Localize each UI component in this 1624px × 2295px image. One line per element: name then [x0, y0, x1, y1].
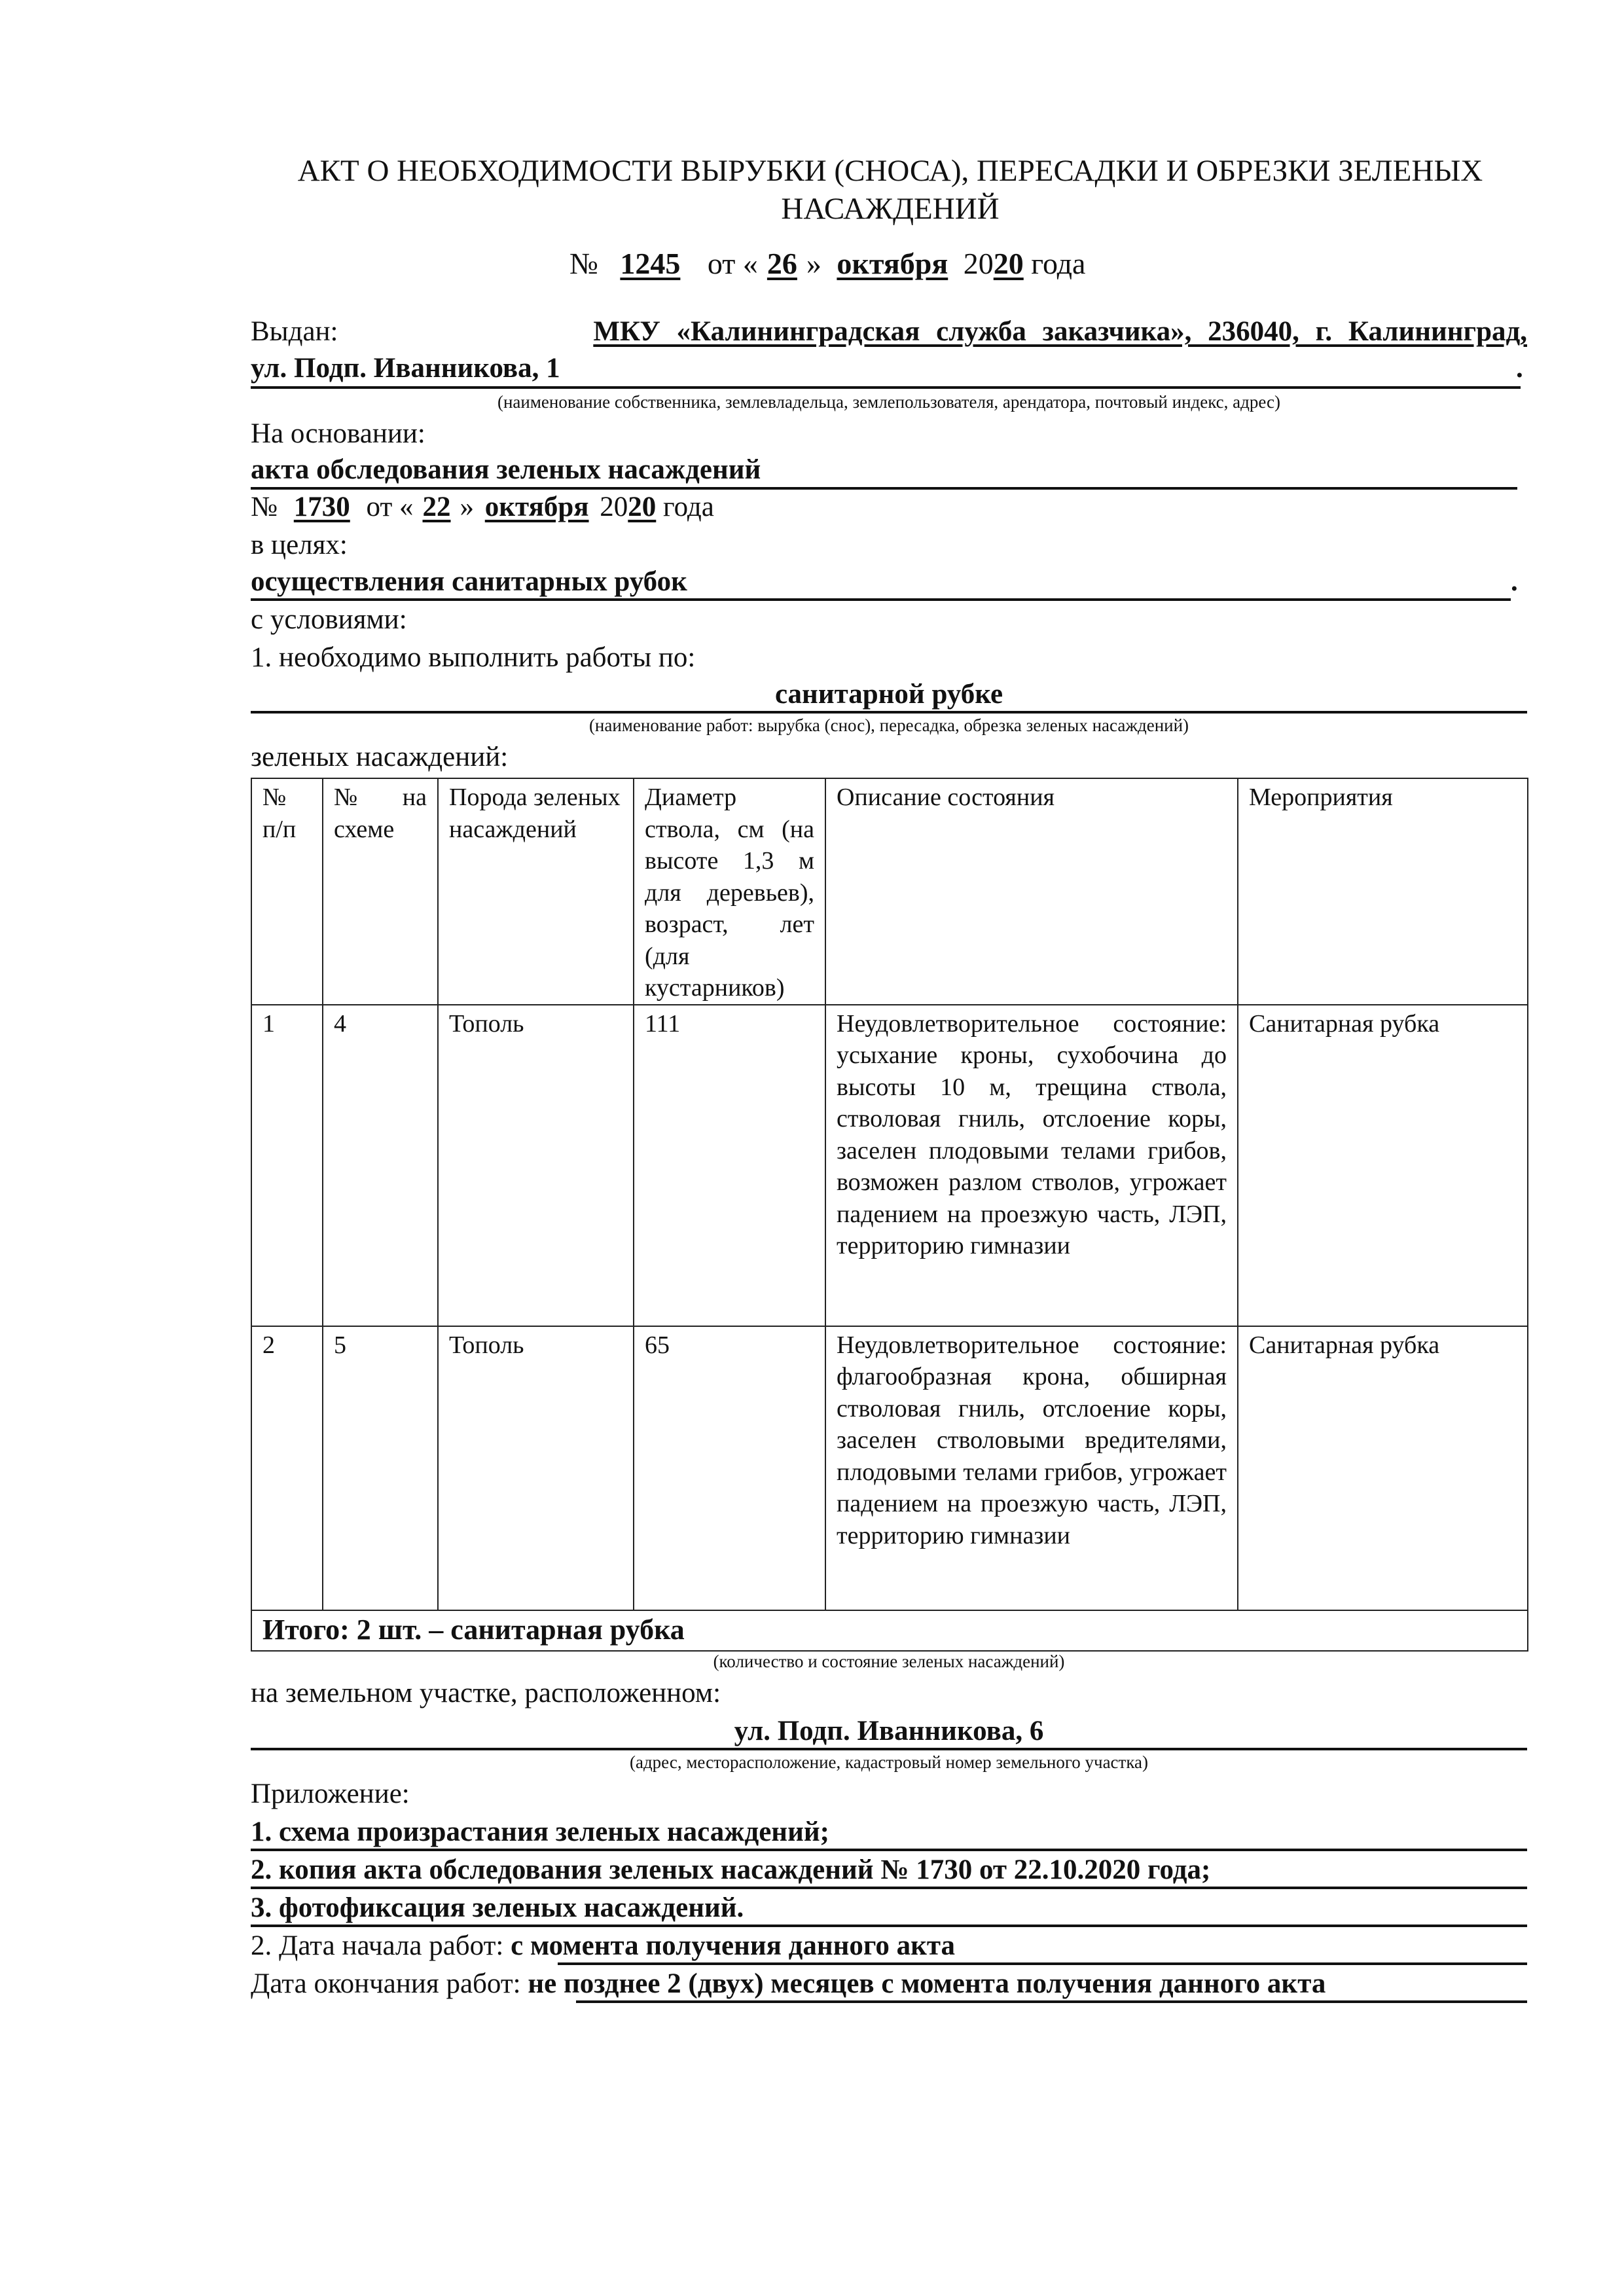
- basis-month: октября: [484, 492, 589, 522]
- cell-action: Санитарная рубка: [1238, 1326, 1528, 1610]
- header-action: Мероприятия: [1238, 778, 1528, 1005]
- year-label: года: [1031, 247, 1086, 280]
- table-total: Итого: 2 шт. – санитарная рубка: [251, 1610, 1528, 1651]
- end-date-underline: [576, 2000, 1527, 2003]
- act-month: октября: [837, 247, 948, 280]
- start-date-underline: [558, 1962, 1527, 1965]
- day-close-quote: »: [806, 247, 821, 280]
- year-label: года: [663, 492, 714, 522]
- cell-num: 2: [251, 1326, 323, 1610]
- end-date-line: [251, 1968, 1326, 2000]
- year-prefix: 20: [963, 247, 994, 280]
- cell-num: 1: [251, 1005, 323, 1326]
- basis-day: 22: [422, 492, 451, 522]
- from-label: от «: [707, 247, 758, 280]
- cell-diameter: 65: [634, 1326, 825, 1610]
- issued-underline: [251, 386, 1521, 389]
- act-number: 1245: [620, 247, 681, 280]
- purpose-value: осуществления санитарных рубок: [251, 566, 687, 597]
- attachment-underline-1: [251, 1849, 1527, 1851]
- cell-scheme-num: 4: [323, 1005, 438, 1326]
- act-year: 20: [993, 247, 1024, 280]
- total-caption: (количество и состояние зеленых насаждений): [713, 1652, 1065, 1671]
- issued-line-2: ул. Подп. Иванникова, 1: [251, 353, 560, 384]
- purpose-end: .: [1511, 566, 1518, 597]
- number-sign: №: [569, 247, 598, 280]
- issued-line-2-end: .: [1516, 353, 1523, 384]
- act-number-line: [569, 247, 1085, 280]
- basis-underline: [251, 487, 1517, 490]
- header-diameter: Диаметр ствола, см (на высоте 1,3 м для деревьев), возраст, лет (для кустарников): [634, 778, 825, 1005]
- work-caption: (наименование работ: вырубка (снос), пересадка, обрезка зеленых насаждений): [588, 715, 1189, 735]
- basis-number: 1730: [293, 492, 350, 522]
- issued-label: Выдан:: [251, 316, 338, 347]
- purpose-label: в целях:: [251, 530, 348, 560]
- from-label: от «: [366, 492, 414, 522]
- table-row: [251, 1005, 1528, 1326]
- location-underline: [251, 1748, 1527, 1750]
- attachment-item-2: 2. копия акта обследования зеленых насаждений № 1730 от 22.10.2020 года;: [251, 1854, 1211, 1885]
- header-species: Порода зеленых насаждений: [438, 778, 634, 1005]
- year-prefix: 20: [600, 492, 628, 522]
- issued-line-1: [251, 316, 1527, 348]
- attachment-underline-2: [251, 1887, 1527, 1889]
- plants-table: [251, 778, 1528, 1652]
- number-sign: №: [251, 492, 278, 522]
- attachment-underline-3: [251, 1925, 1527, 1927]
- cell-species: Тополь: [438, 1326, 634, 1610]
- cell-species: Тополь: [438, 1005, 634, 1326]
- cell-condition: Неудовлетворительное состояние: флагообразная крона, обширная стволовая гниль, отслоение коры, заселен стволовыми вредителями, плодовыми телами грибов, угрожает падением на проезжую часть, ЛЭП, территорию гимназии: [825, 1326, 1238, 1610]
- cell-condition: Неудовлетворительное состояние: усыхание кроны, сухобочина до высоты 10 м, трещина ствола, стволовая гниль, отслоение коры, заселен плодовыми телами грибов, возможен разлом стволов, угрожает падением на проезжую часть, ЛЭП, территорию гимназии: [825, 1005, 1238, 1326]
- table-row: [251, 1326, 1528, 1610]
- document-title: [249, 152, 1532, 228]
- day-close-quote: »: [460, 492, 475, 522]
- cell-action: Санитарная рубка: [1238, 1005, 1528, 1326]
- title-line-1: АКТ О НЕОБХОДИМОСТИ ВЫРУБКИ (СНОСА), ПЕРЕСАДКИ И ОБРЕЗКИ ЗЕЛЕНЫХ: [297, 154, 1483, 188]
- table-header-row: [251, 778, 1528, 1005]
- location-caption: (адрес, месторасположение, кадастровый номер земельного участка): [629, 1752, 1149, 1772]
- basis-year: 20: [628, 492, 657, 522]
- attachment-item-3: 3. фотофиксация зеленых насаждений.: [251, 1892, 744, 1923]
- end-date-label: Дата окончания работ:: [251, 1968, 521, 1999]
- conditions-label: с условиями:: [251, 604, 407, 635]
- basis-label: На основании:: [251, 418, 425, 449]
- header-condition: Описание состояния: [825, 778, 1238, 1005]
- conditions-item-1: 1. необходимо выполнить работы по:: [251, 642, 696, 673]
- issued-to-value: МКУ «Калининградская служба заказчика», 236040, г. Калининград,: [593, 316, 1527, 347]
- start-date-label: 2. Дата начала работ:: [251, 1930, 504, 1961]
- end-date-value: не позднее 2 (двух) месяцев с момента получения данного акта: [528, 1968, 1326, 1999]
- attachments-label: Приложение:: [251, 1779, 410, 1809]
- act-day: 26: [767, 247, 797, 280]
- basis-value: акта обследования зеленых насаждений: [251, 454, 761, 485]
- attachment-item-1: 1. схема произрастания зеленых насаждений;: [251, 1816, 829, 1847]
- work-type: санитарной рубке: [774, 679, 1003, 710]
- issued-caption: (наименование собственника, землевладельца, землепользователя, арендатора, почтовый индекс, адрес): [497, 392, 1281, 412]
- start-date-line: [251, 1930, 955, 1962]
- table-total-row: [251, 1610, 1528, 1651]
- cell-diameter: 111: [634, 1005, 825, 1326]
- location-value: ул. Подп. Иванникова, 6: [734, 1716, 1044, 1746]
- location-label: на земельном участке, расположенном:: [251, 1678, 721, 1708]
- cell-scheme-num: 5: [323, 1326, 438, 1610]
- start-date-value: с момента получения данного акта: [511, 1930, 956, 1961]
- title-line-2: НАСАЖДЕНИЙ: [781, 192, 1000, 226]
- header-num: № п/п: [251, 778, 323, 1005]
- basis-number-line: [251, 491, 714, 524]
- header-scheme-num: № на схеме: [323, 778, 438, 1005]
- work-underline: [251, 711, 1527, 714]
- purpose-underline: [251, 598, 1511, 601]
- plants-label: зеленых насаждений:: [251, 742, 509, 772]
